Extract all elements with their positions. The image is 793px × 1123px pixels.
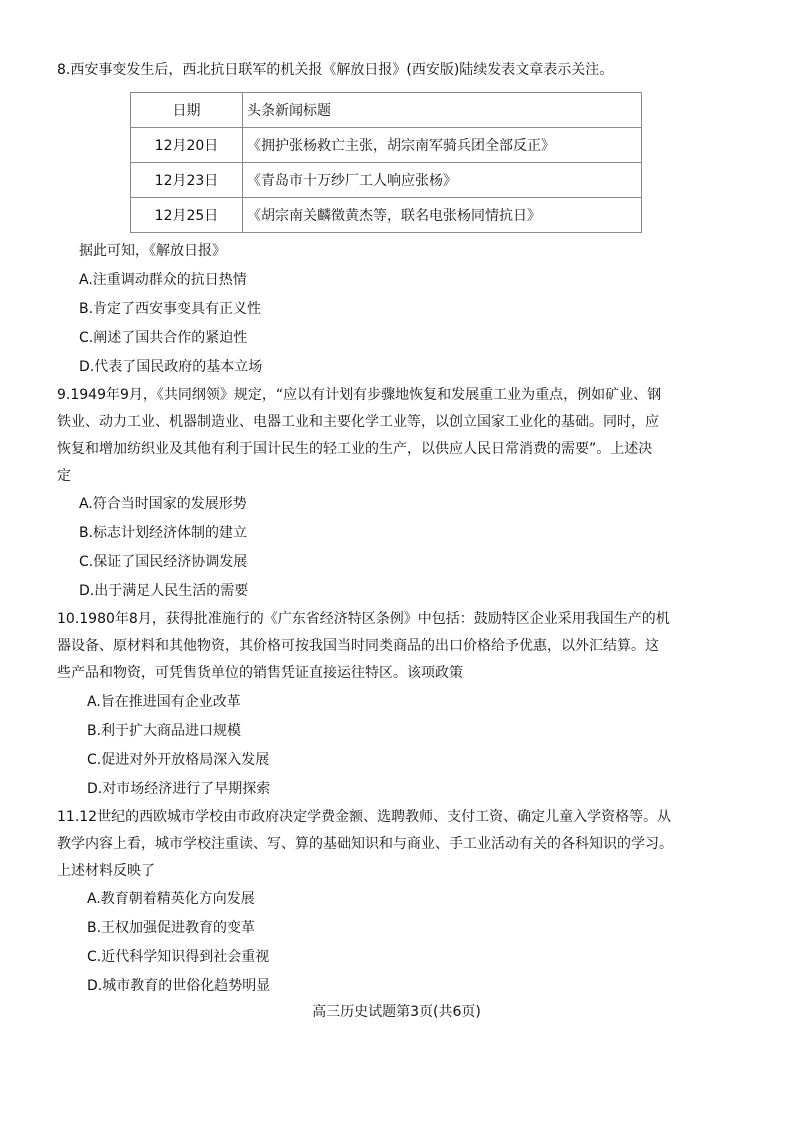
q8-prompt: 据此可知，《解放日报》: [79, 243, 226, 259]
table-row: [131, 163, 642, 198]
q9-option-d[interactable]: D.出于满足人民生活的需要: [79, 583, 249, 599]
table-header-row: [131, 93, 642, 128]
q9-stem-line: 定: [57, 468, 71, 484]
q11-option-a[interactable]: A.教育朝着精英化方向发展: [87, 891, 255, 907]
table-cell-date: 12月25日: [131, 198, 243, 233]
q10-stem-line: 10.1980年8月，获得批准施行的《广东省经济特区条例》中包括：鼓励特区企业采用我国生产的机: [57, 611, 670, 627]
q9-option-a[interactable]: A.符合当时国家的发展形势: [79, 496, 247, 512]
table-cell-headline: 《胡宗南关麟徵黄杰等，联名电张杨同情抗日》: [243, 198, 642, 233]
table-cell-date: 12月23日: [131, 163, 243, 198]
q11-option-c[interactable]: C.近代科学知识得到社会重视: [87, 949, 270, 965]
q9-stem-line: 恢复和增加纺织业及其他有利于国计民生的轻工业的生产，以供应人民日常消费的需要”。上述决: [57, 441, 653, 457]
table-cell-headline: 《拥护张杨救亡主张，胡宗南军骑兵团全部反正》: [243, 128, 642, 163]
q11-stem-line: 教学内容上看，城市学校注重读、写、算的基础知识和与商业、手工业活动有关的各科知识的学习。: [57, 836, 673, 852]
q10-stem-line: 器设备、原材料和其他物资，其价格可按我国当时同类商品的出口价格给予优惠，以外汇结算。这: [57, 638, 659, 654]
page-footer: 高三历史试题第3页(共6页): [312, 1004, 481, 1020]
q10-option-d[interactable]: D.对市场经济进行了早期探索: [87, 781, 271, 797]
q9-stem-line: 铁业、动力工业、机器制造业、电器工业和主要化学工业等，以创立国家工业化的基础。同时，应: [57, 414, 659, 430]
q8-option-b[interactable]: B.肯定了西安事变具有正义性: [79, 301, 262, 317]
q8-news-table: [130, 92, 642, 233]
table-header-title: 头条新闻标题: [243, 93, 642, 128]
table-header-date: 日期: [131, 93, 243, 128]
q9-option-b[interactable]: B.标志计划经济体制的建立: [79, 525, 248, 541]
q10-stem-line: 些产品和物资，可凭售货单位的销售凭证直接运往特区。该项政策: [57, 665, 463, 681]
table-row: [131, 128, 642, 163]
q8-option-a[interactable]: A.注重调动群众的抗日热情: [79, 272, 247, 288]
table-row: [131, 198, 642, 233]
q8-option-c[interactable]: C.阐述了国共合作的紧迫性: [79, 330, 248, 346]
q11-option-d[interactable]: D.城市教育的世俗化趋势明显: [87, 978, 271, 994]
q9-stem-line: 9.1949年9月，《共同纲领》规定，“应以有计划有步骤地恢复和发展重工业为重点，例如矿业、钢: [57, 387, 662, 403]
q11-stem-line: 上述材料反映了: [57, 863, 155, 879]
q10-option-c[interactable]: C.促进对外开放格局深入发展: [87, 752, 270, 768]
table-cell-date: 12月20日: [131, 128, 243, 163]
q10-option-a[interactable]: A.旨在推进国有企业改革: [87, 694, 241, 710]
q11-option-b[interactable]: B.王权加强促进教育的变革: [87, 920, 256, 936]
q8-option-d[interactable]: D.代表了国民政府的基本立场: [79, 359, 263, 375]
q10-option-b[interactable]: B.利于扩大商品进口规模: [87, 723, 242, 739]
q9-option-c[interactable]: C.保证了国民经济协调发展: [79, 554, 248, 570]
q8-stem: 8.西安事变发生后，西北抗日联军的机关报《解放日报》(西安版)陆续发表文章表示关注。: [57, 62, 614, 78]
q11-stem-line: 11.12世纪的西欧城市学校由市政府决定学费金额、选聘教师、支付工资、确定儿童入学资格等。从: [57, 809, 672, 825]
table-cell-headline: 《青岛市十万纱厂工人响应张杨》: [243, 163, 642, 198]
